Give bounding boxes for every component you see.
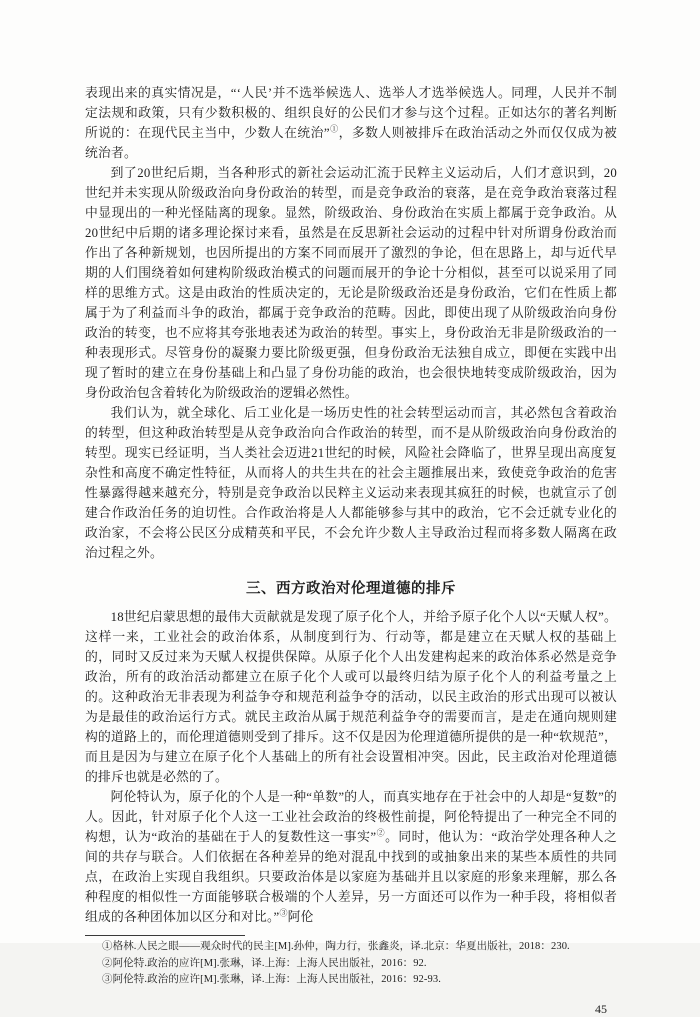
paragraph-text: 阿伦 xyxy=(287,910,314,924)
footnote-separator xyxy=(85,935,245,936)
paragraph-text: 我们认为，就全球化、后工业化是一场历史性的社会转型运动而言，其必然包含着政治的转型，但这种政治转型是从竞争政治向合作政治的转型，而不是从阶级政治向身份政治的转型。现实已经证明，当人类社会迈进21世纪的时候，风险社会降临了，世界呈现出高度复杂性和高度不确定性特征，从而将人的共生共在的社会主题推展出来，致使竞争政治的危害性暴露得越来越充分，特别是竞争政治以民粹主义运动来表现其疯狂的时候，也就宣示了创建合作政治任务的迫切性。合作政治将是人人都能够参与其中的政治，它不会迁就专业化的政治家，不会将公民区分成精英和平民，不会允许少数人主导政治过程而将多数人隔离在政治过程之外。 xyxy=(85,406,617,560)
body-paragraph xyxy=(85,403,617,563)
footnote-ref: ② xyxy=(376,828,386,838)
paragraph-text: 18世纪启蒙思想的最伟大贡献就是发现了原子化个人，并给予原子化个人以“天赋人权”。这样一来，工业社会的政治体系，从制度到行为、行动等，都是建立在天赋人权的基础上的，同时又反过来为天赋人权提供保障。从原子化个人出发建构起来的政治体系必然是竞争政治，所有的政治活动都建立在原子化个人或可以最终归结为原子化个人的利益考量之上的。这种政治无非表现为利益争夺和规范利益争夺的活动，以民主政治的形式出现可以被认为是最佳的政治运行方式。就民主政治从属于规范利益争夺的需要而言，是走在通向规则建构的道路上的，而伦理道德则受到了排斥。这不仅是因为伦理道德所提供的是一种“软规范”，而且是因为与建立在原子化个人基础上的所有社会设置相冲突。因此，民主政治对伦理道德的排斥也就是必然的了。 xyxy=(85,610,617,784)
paragraph-text: ，多数人则被排斥在政治活动之外而仅仅成为被统治者。 xyxy=(85,126,618,160)
paragraph-text: 表现出来的真实情况是，“‘人民’并不选举候选人、选举人才选举候选人。同理，人民并不制定法规和政策，只有少数积极的、组织良好的公民们才参与这个过程。正如达尔的著名判断所说的：在现代民主当中，少数人在统治” xyxy=(85,86,617,140)
page-number: 45 xyxy=(595,1001,607,1016)
footnotes-list xyxy=(85,939,617,989)
footnote: ③阿伦特.政治的应许[M].张琳，译.上海：上海人民出版社，2016：92-93. xyxy=(102,974,441,985)
footnote: ①格林.人民之眼——观众时代的民主[M].孙仲，陶力行，张鑫炎，译.北京：华夏出版社，2018：230. xyxy=(102,941,570,952)
paragraph-text: 阿伦特认为，原子化的个人是一种“单数”的人，而真实地存在于社会中的人却是“复数”的人。因此，针对原子化个人这一工业社会政治的终极性前提，阿伦特提出了一种完全不同的构想，认为“政治的基础在于人的复数性这一事实” xyxy=(85,790,617,844)
body-paragraph xyxy=(85,83,617,163)
body-paragraph xyxy=(85,787,617,927)
footnote-ref: ① xyxy=(329,124,339,134)
section-heading: 三、西方政治对伦理道德的排斥 xyxy=(246,581,456,597)
footnote-ref: ③ xyxy=(279,908,288,918)
paragraphs-after-heading xyxy=(85,607,617,927)
footnote: ②阿伦特.政治的应许[M].张琳，译.上海：上海人民出版社，2016：92. xyxy=(102,957,427,969)
paragraphs-before-heading xyxy=(85,83,617,563)
body-paragraph xyxy=(85,163,617,403)
body-paragraph xyxy=(85,607,617,787)
paragraph-text: 到了20世纪后期，当各种形式的新社会运动汇流于民粹主义运动后，人们才意识到，20世纪并未实现从阶级政治向身份政治的转型，而是竞争政治的衰落，是在竞争政治衰落过程中显现出的一种光怪陆离的现象。显然，阶级政治、身份政治在实质上都属于竞争政治。从20世纪中后期的诸多理论探讨来看，虽然是在反思新社会运动的过程中针对所谓身份政治而作出了各种新规划，也因所提出的方案不同而展开了激烈的争论，但在思路上，却与近代早期的人们围绕着如何建构阶级政治模式的问题而展开的争论十分相似，甚至可以说采用了同样的思维方式。这是由政治的性质决定的，无论是阶级政治还是身份政治，它们在性质上都属于为了利益而斗争的政治，都属于竞争政治的范畴。因此，即使出现了从阶级政治向身份政治的转变，也不应将其夸张地表述为政治的转型。事实上，身份政治无非是阶级政治的一种表现形式。尽管身份的凝聚力要比阶级更强，但身份政治无法独自成立，即便在实践中出现了暂时的建立在身份基础上和凸显了身份功能的政治，也会很快地转变成阶级政治，因为身份政治包含着转化为阶级政治的逻辑必然性。 xyxy=(85,166,617,400)
paragraph-text: 。同时，他认为：“政治学处理各种人之间的共存与联合。人们依据在各种差异的绝对混乱中找到的或抽象出来的某些本质性的共同点，在政治上实现自我组织。只要政治体是以家庭为基础并且以家庭的形象来理解，那么各种程度的相似性一方面能够联合极端的个人差异，另一方面还可以作为一种手段，将相似者组成的各种团体加以区分和对比。” xyxy=(85,830,618,924)
